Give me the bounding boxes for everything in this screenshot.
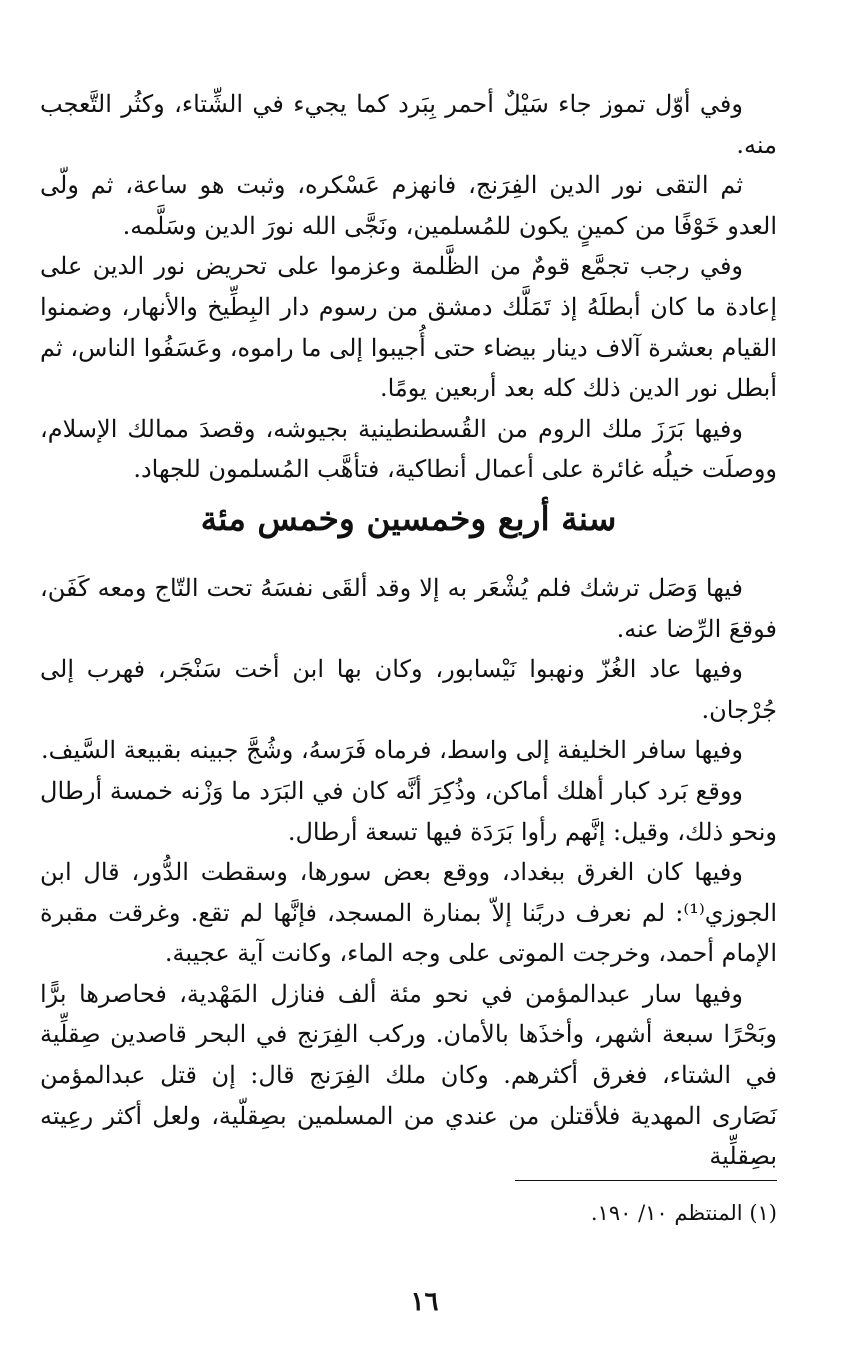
paragraph: وفيها كان الغرق ببغداد، ووقع بعض سورها، وسقطت الدُّور، قال ابن الجوزي⁽¹⁾: لم نعرف دربًنا إلاّ بمنارة المسجد، فإنَّها لم تقع. وغرقت مقبرة الإمام أحمد، وخرجت الموتى على وجه الماء، وكانت آية عجيبة. (40, 858, 777, 968)
paragraph: وفي أوّل تموز جاء سَيْلٌ أحمر بِبَرد كما يجيء في الشِّتاء، وكثُر التَّعجب منه. (40, 90, 777, 159)
paragraph: فيها وَصَل ترشك فلم يُشْعَر به إلا وقد ألقَى نفسَهُ تحت التّاج ومعه كَفَن، فوقعَ الرِّضا عنه. (40, 573, 777, 643)
paragraph: وفيها سافر الخليفة إلى واسط، فرماه فَرَسهُ، وشُجَّ جبينه بقبيعة السَّيف. (40, 736, 743, 765)
paragraph: وفيها عاد الغُزّ ونهبوا نَيْسابور، وكان بها ابن أخت سَنْجَر، فهرب إلى جُرْجان. (40, 655, 777, 724)
paragraph: وفيها بَرَزَ ملك الروم من القُسطنطينية بجيوشه، وقصدَ ممالك الإسلام، ووصلَت خيلُه غائرة على أعمال أنطاكية، فتأهَّب المُسلمون للجهاد. (40, 414, 777, 484)
footnote: (١) المنتظم ١٠/ ١٩٠. (590, 1201, 777, 1225)
paragraph: وفيها سار عبدالمؤمن في نحو مئة ألف فنازل المَهْدية، فحاصرها برًّا وبَحْرًا سبعة أشهر، وأخذَها بالأمان. وركب الفِرَنج في البحر قاصدين صِقلِّية في الشتاء، فغرق أكثرهم. وكان ملك الفِرَنج قال: إن قتل عبدالمؤمن نَصَارى المهدية فلأقتلن من عندي من المسلمين بصِقلّية، ولعل أكثر رعِيته بصِقلِّية (40, 979, 777, 1171)
paragraph: ثم التقى نور الدين الفِرَنج، فانهزم عَسْكره، وثبت هو ساعة، ثم ولّى العدو خَوْفًا من كمينٍ يكون للمُسلمين، ونَجَّى الله نورَ الدين وسَلَّمه. (40, 171, 777, 240)
page-body (40, 84, 777, 1177)
paragraph: وفي رجب تجمَّع قومٌ من الظَّلمة وعزموا على تحريض نور الدين على إعادة ما كان أبطلَهُ إذ تَمَلَّك دمشق من رسوم دار البِطِّيخ والأنهار، وضمنوا القيام بعشرة آلاف دينار بيضاء حتى أُجيبوا إلى ما راموه، وعَسَفُوا الناس، ثم أبطل نور الدين ذلك كله بعد أربعين يومًا. (40, 252, 777, 403)
section-heading: سنة أربع وخمسين وخمس مئة (200, 498, 617, 538)
page-number: ١٦ (410, 1287, 439, 1317)
paragraph: ووقع بَرد كبار أهلك أماكن، وذُكِرَ أنَّه كان في البَرَد ما وَزْنه خمسة أرطال ونحو ذلك، وقيل: إنَّهم رأوا بَرَدَة فيها تسعة أرطال. (40, 776, 777, 846)
footnote-divider (515, 1180, 777, 1181)
